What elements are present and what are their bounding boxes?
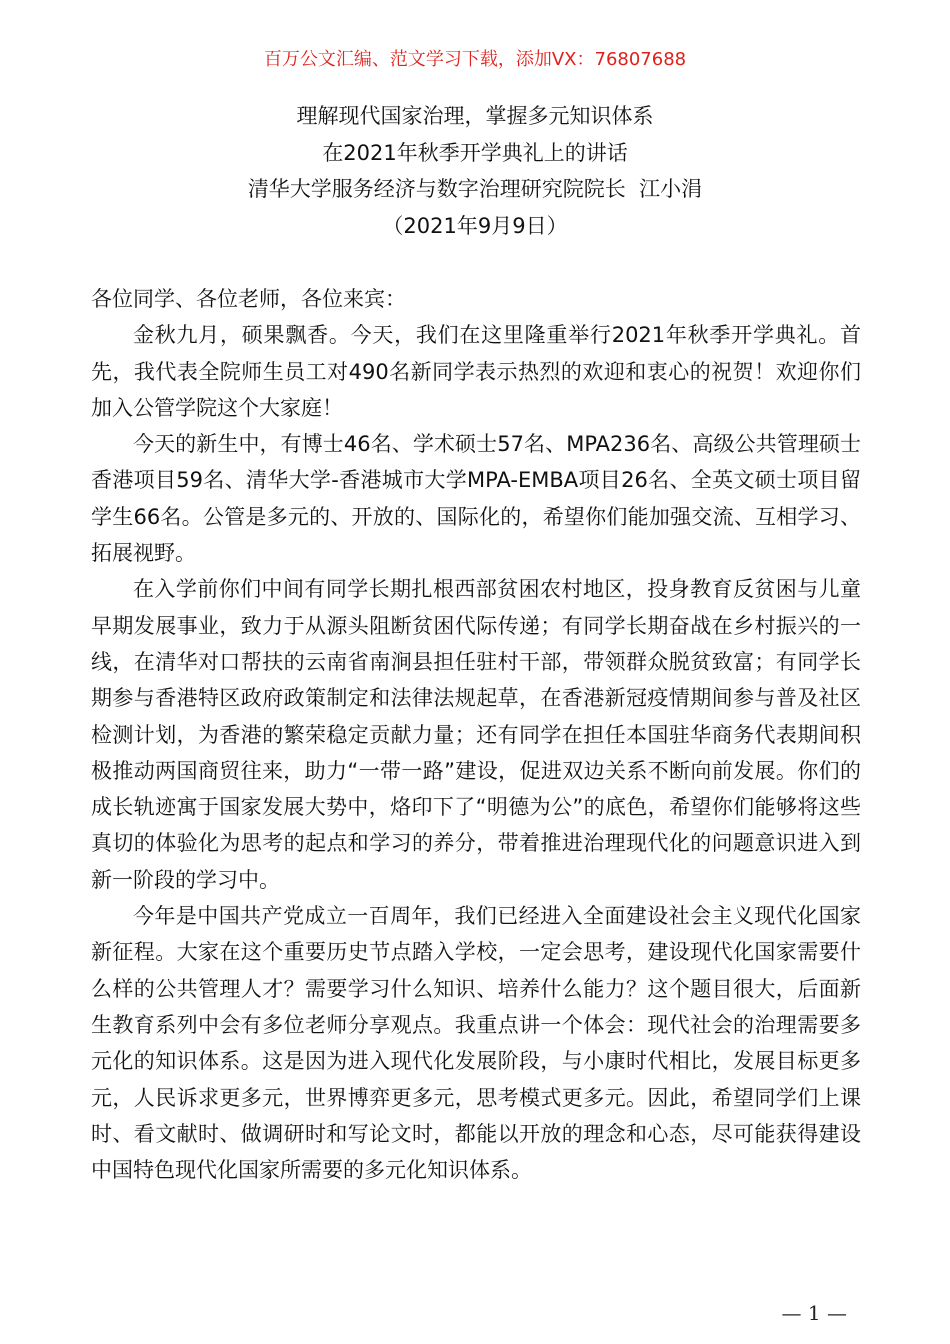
salutation: 各位同学、各位老师，各位来宾： (91, 287, 406, 311)
header-banner: 百万公文汇编、范文学习下载，添加VX：76807688 (263, 49, 687, 70)
speaker-line: 清华大学服务经济与数字治理研究院院长 江小涓 (247, 177, 703, 201)
paragraph: 今天的新生中，有博士46名、学术硕士57名、MPA236名、高级公共管理硕士香港项目59名、清华大学-香港城市大学MPA-EMBA项目26名、全英文硕士项目留学生66名。公管是多元的、开放的、国际化的，希望你们能加强交流、互相学习、拓展视野。 (91, 432, 861, 566)
page-number: — 1 — (781, 1301, 847, 1325)
paragraph: 今年是中国共产党成立一百周年，我们已经进入全面建设社会主义现代化国家新征程。大家在这个重要历史节点踏入学校，一定会思考，建设现代化国家需要什么样的公共管理人才？需要学习什么知识、培养什么能力？这个题目很大，后面新生教育系列中会有多位老师分享观点。我重点讲一个体会：现代社会的治理需要多元化的知识体系。这是因为进入现代化发展阶段，与小康时代相比，发展目标更多元，人民诉求更多元，世界博弈更多元，思考模式更多元。因此，希望同学们上课时、看文献时、做调研时和写论文时，都能以开放的理念和心态，尽可能获得建设中国特色现代化国家所需要的多元化知识体系。 (91, 904, 861, 1183)
paragraph: 金秋九月，硕果飘香。今天，我们在这里隆重举行2021年秋季开学典礼。首先，我代表全院师生员工对490名新同学表示热烈的欢迎和衷心的祝贺！欢迎你们加入公管学院这个大家庭！ (91, 323, 861, 420)
speech-date: （2021年9月9日） (382, 213, 568, 238)
paragraph: 在入学前你们中间有同学长期扎根西部贫困农村地区，投身教育反贫困与儿童早期发展事业，致力于从源头阻断贫困代际传递；有同学长期奋战在乡村振兴的一线，在清华对口帮扶的云南省南涧县担任驻村干部，带领群众脱贫致富；有同学长期参与香港特区政府政策制定和法律法规起草，在香港新冠疫情期间参与普及社区检测计划，为香港的繁荣稳定贡献力量；还有同学在担任本国驻华商务代表期间积极推动两国商贸往来，助力“一带一路”建设，促进双边关系不断向前发展。你们的成长轨迹寓于国家发展大势中，烙印下了“明德为公”的底色，希望你们能够将这些真切的体验化为思考的起点和学习的养分，带着推进治理现代化的问题意识进入到新一阶段的学习中。 (91, 577, 861, 892)
speech-subtitle: 在2021年秋季开学典礼上的讲话 (322, 140, 628, 165)
title-block (0, 98, 950, 244)
speech-title: 理解现代国家治理，掌握多元知识体系 (296, 104, 654, 128)
speech-body (91, 281, 861, 1188)
